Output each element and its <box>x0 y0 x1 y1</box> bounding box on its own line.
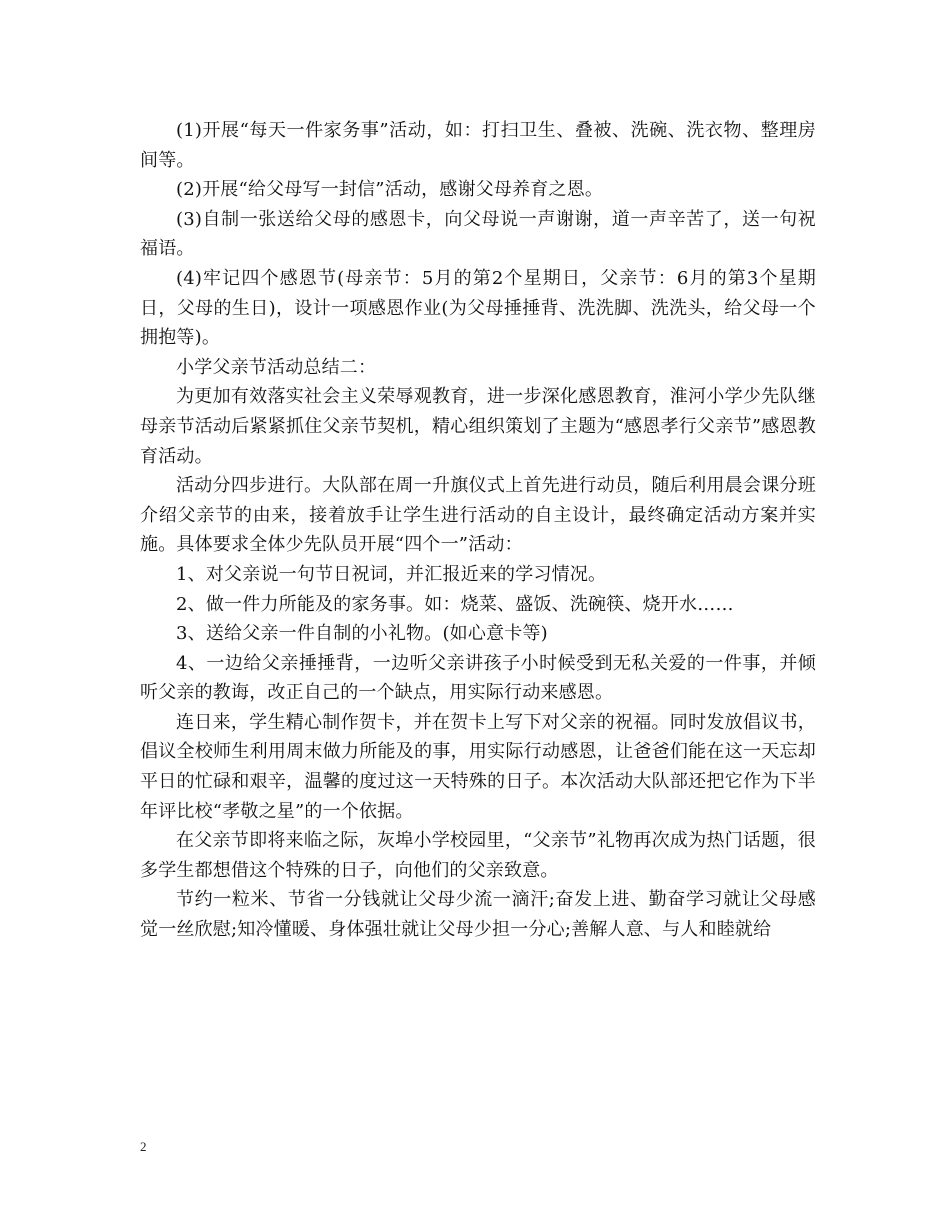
paragraph-intro: 为更加有效落实社会主义荣辱观教育，进一步深化感恩教育，淮河小学少先队继母亲节活动后紧紧抓住父亲节契机，精心组织策划了主题为“感恩孝行父亲节”感恩教育活动。 <box>140 386 816 467</box>
document-body <box>140 116 816 945</box>
paragraph-activity-4: (4)牢记四个感恩节(母亲节：5月的第2个星期日，父亲节：6月的第3个星期日，父母的生日)，设计一项感恩作业(为父母捶捶背、洗洗脚、洗洗头，给父母一个拥抱等)。 <box>140 267 816 349</box>
paragraph-activity-2: (2)开展“给父母写一封信”活动，感谢父母养育之恩。 <box>176 179 604 201</box>
paragraph-greeting-cards: 连日来，学生精心制作贺卡，并在贺卡上写下对父亲的祝福。同时发放倡议书，倡议全校师生利用周末做力所能及的事，用实际行动感恩，让爸爸们能在这一天忘却平日的忙碌和艰辛，温馨的度过这一天特殊的日子。本次活动大队部还把它作为下半年评比校“孝敬之星”的一个依据。 <box>140 711 816 822</box>
list-item-3: 3、送给父亲一件自制的小礼物。(如心意卡等) <box>176 623 548 645</box>
list-item-4: 4、一边给父亲捶捶背，一边听父亲讲孩子小时候受到无私关爱的一件事，并倾听父亲的教诲，改正自己的一个缺点，用实际行动来感恩。 <box>140 652 816 704</box>
list-item-2: 2、做一件力所能及的家务事。如：烧菜、盛饭、洗碗筷、烧开水…… <box>176 593 734 615</box>
paragraph-steps: 活动分四步进行。大队部在周一升旗仪式上首先进行动员，随后利用晨会课分班介绍父亲节的由来，接着放手让学生进行活动的自主设计，最终确定活动方案并实施。具体要求全体少先队员开展“四个一”活动： <box>140 475 816 556</box>
paragraph-activity-3: (3)自制一张送给父母的感恩卡，向父母说一声谢谢，道一声辛苦了，送一句祝福语。 <box>140 208 816 260</box>
paragraph-gifts: 在父亲节即将来临之际，灰埠小学校园里，“父亲节”礼物再次成为热门话题，很多学生都想借这个特殊的日子，向他们的父亲致意。 <box>140 830 816 881</box>
paragraph-activity-1: (1)开展“每天一件家务事”活动，如：打扫卫生、叠被、洗碗、洗衣物、整理房间等。 <box>140 120 816 171</box>
list-item-1: 1、对父亲说一句节日祝词，并汇报近来的学习情况。 <box>176 563 607 585</box>
paragraph-saving: 节约一粒米、节省一分钱就让父母少流一滴汗;奋发上进、勤奋学习就让父母感觉一丝欣慰;知冷懂暖、身体强壮就让父母少担一分心;善解人意、与人和睦就给 <box>140 889 816 941</box>
page-number: 2 <box>140 1139 147 1154</box>
section-heading: 小学父亲节活动总结二： <box>176 356 377 378</box>
